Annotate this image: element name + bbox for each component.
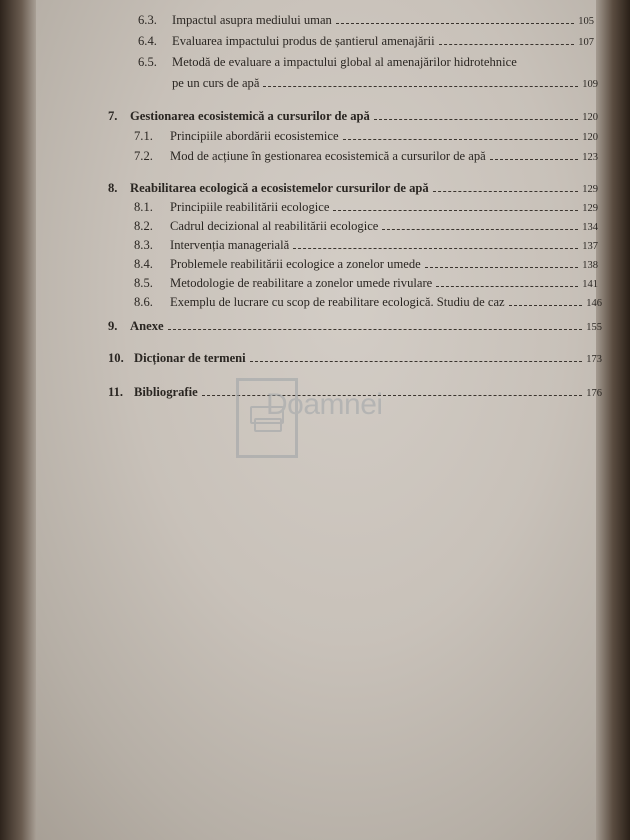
toc-page-number: 176 [586,388,602,399]
toc-number: 10. [108,351,124,365]
toc-number: 9. [108,319,118,333]
toc-entry-6-5 [138,54,598,70]
dot-leader [374,119,578,120]
store-watermark [236,378,426,460]
toc-number: 8.6. [134,295,153,309]
dot-leader [490,159,578,160]
toc-page-number: 107 [578,37,594,48]
toc-number: 6.3. [138,13,157,27]
dot-leader [293,248,578,249]
toc-entry-6-4 [138,33,594,51]
toc-number: 8.5. [134,276,153,290]
toc-number: 6.5. [138,55,157,69]
toc-title: Evaluarea impactului produs de șantierul amenajării [172,34,435,48]
toc-title: Cadrul decizional al reabilitării ecologice [170,219,379,233]
toc-entry-8-2 [134,218,598,236]
toc-title: Principiile abordării ecosistemice [170,129,339,143]
dot-leader [333,210,578,211]
dot-leader [439,44,575,45]
toc-title: Intervenția managerială [170,238,290,252]
toc-page-number: 129 [582,184,598,195]
toc-page-number: 123 [582,152,598,163]
watermark-text: Doamnei [266,388,383,421]
dot-leader [382,229,578,230]
toc-chapter-10 [108,350,602,368]
dot-leader [263,86,578,87]
toc-page-number: 120 [582,132,598,143]
toc-title: Exemplu de lucrare cu scop de reabilitare ecologică. Studiu de caz [170,295,505,309]
toc-number: 8.3. [134,238,153,252]
dot-leader [168,329,583,330]
toc-number: 8.4. [134,257,153,271]
toc-page-number: 138 [582,260,598,271]
toc-chapter-9 [108,318,602,336]
toc-title: Bibliografie [134,385,198,399]
toc-number: 8.2. [134,219,153,233]
dot-leader [433,191,579,192]
toc-entry-6-5-continuation [172,75,598,93]
toc-chapter-7 [108,108,598,126]
toc-page-number: 105 [578,16,594,27]
toc-entry-7-2 [134,148,598,166]
toc-number: 8.1. [134,200,153,214]
toc-page-number: 109 [582,79,598,90]
toc-number: 7.1. [134,129,153,143]
page-edge-shadow [596,0,630,840]
toc-number: 7.2. [134,149,153,163]
toc-title: Metodă de evaluare a impactului global al amenajărilor hidrotehnice [172,55,517,69]
toc-title: Dicționar de termeni [134,351,246,365]
toc-page-number: 141 [582,279,598,290]
toc-entry-7-1 [134,128,598,146]
toc-number: 11. [108,385,124,399]
toc-entry-8-5 [134,275,598,293]
dot-leader [436,286,578,287]
toc-title: Principiile reabilitării ecologice [170,200,330,214]
dot-leader [343,139,579,140]
toc-title: Metodologie de reabilitare a zonelor umede rivulare [170,276,433,290]
toc-title-continuation: pe un curs de apă [172,76,260,90]
book-spine-shadow [0,0,36,840]
toc-number: 8. [108,181,118,195]
toc-entry-8-3 [134,237,598,255]
toc-page-number: 155 [586,322,602,333]
toc-page-number: 173 [586,354,602,365]
toc-number: 7. [108,109,118,123]
toc-page-number: 146 [586,298,602,309]
toc-title: Reabilitarea ecologică a ecosistemelor cursurilor de apă [130,181,429,195]
toc-entry-8-6 [134,294,602,312]
toc-page-number: 129 [582,203,598,214]
dot-leader [336,23,574,24]
dot-leader [425,267,579,268]
toc-chapter-8 [108,180,598,198]
toc-title: Mod de acțiune în gestionarea ecosistemică a cursurilor de apă [170,149,486,163]
toc-page-number: 137 [582,241,598,252]
toc-entry-6-3 [138,12,594,30]
toc-entry-8-4 [134,256,598,274]
toc-title: Problemele reabilitării ecologice a zonelor umede [170,257,421,271]
toc-title: Gestionarea ecosistemică a cursurilor de apă [130,109,370,123]
dot-leader [509,305,583,306]
toc-page-number: 134 [582,222,598,233]
toc-number: 6.4. [138,34,157,48]
toc-title: Anexe [130,319,164,333]
toc-title: Impactul asupra mediului uman [172,13,332,27]
toc-page-number: 120 [582,112,598,123]
dot-leader [250,361,583,362]
toc-entry-8-1 [134,199,598,217]
